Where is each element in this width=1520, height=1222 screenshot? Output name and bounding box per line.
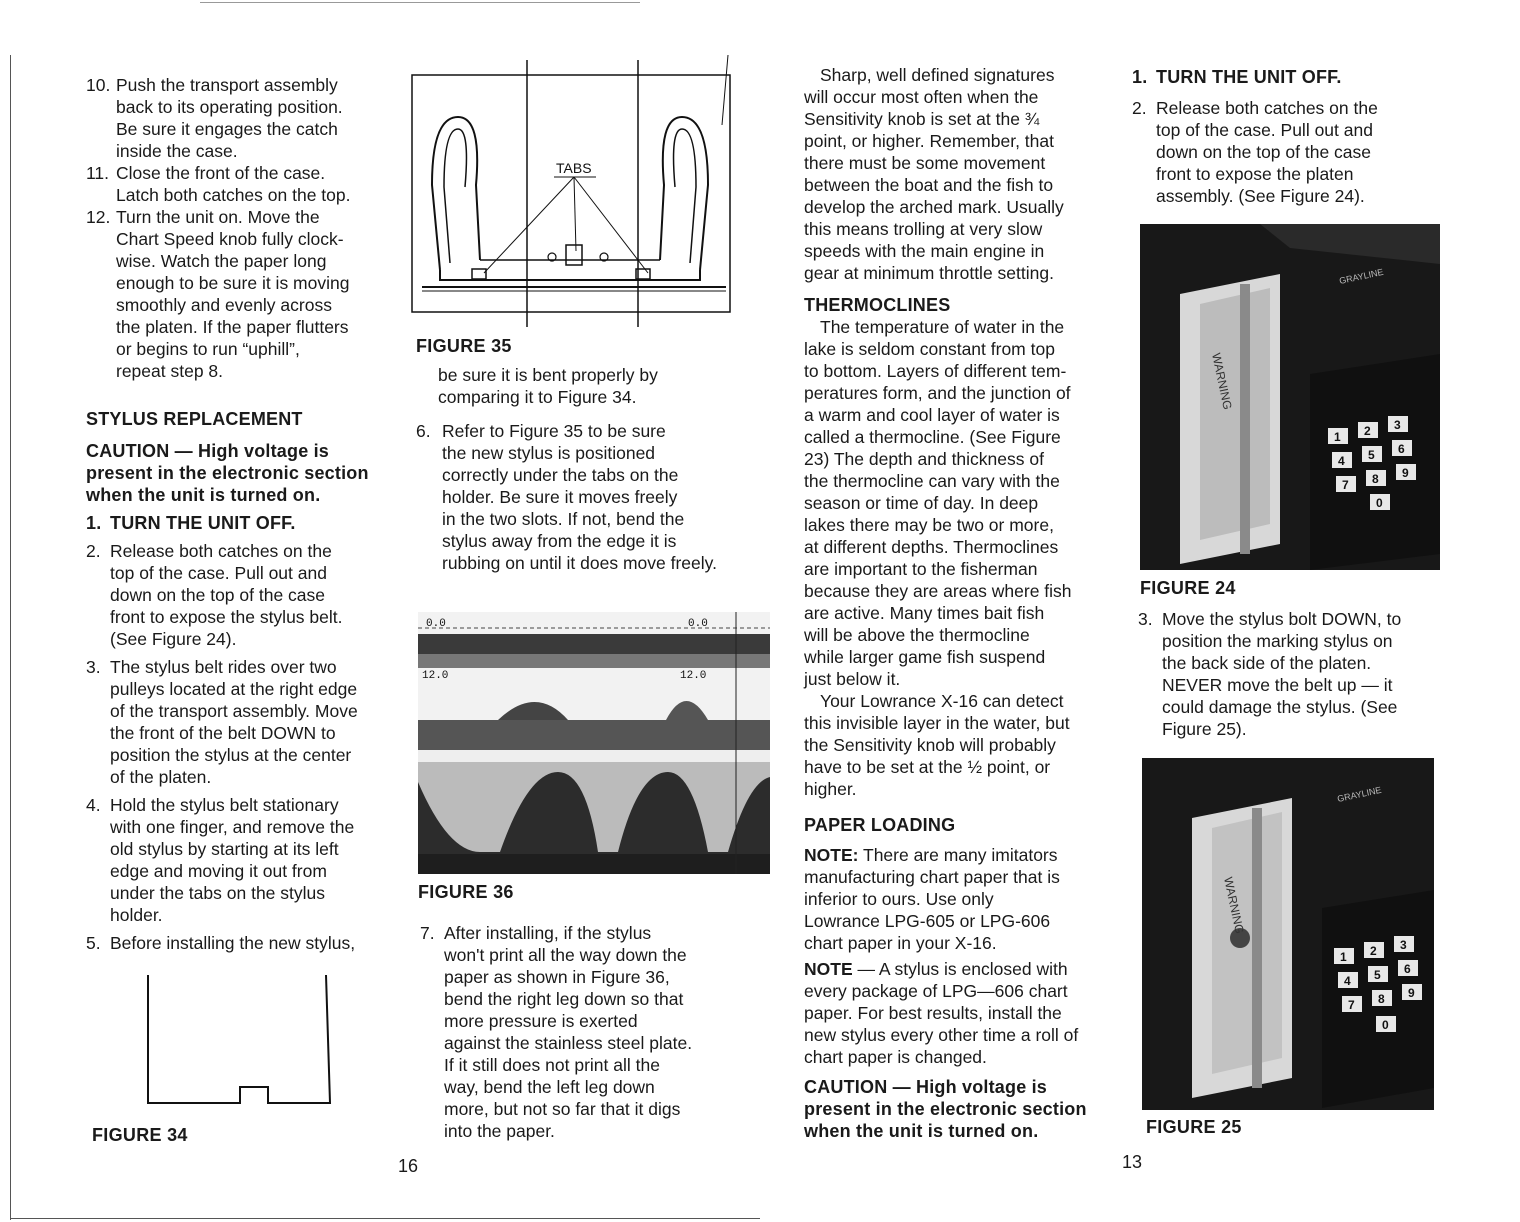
step-line: NEVER move the belt up — it xyxy=(1162,675,1393,695)
step-line: enough to be sure it is moving xyxy=(116,273,350,293)
step-number: 4. xyxy=(86,795,101,815)
figure-24-caption: FIGURE 24 xyxy=(1140,578,1236,598)
key-9-label: 9 xyxy=(1408,986,1415,1000)
caution-line: present in the electronic section xyxy=(804,1099,1087,1119)
step-line: bend the right leg down so that xyxy=(444,989,684,1009)
note-2 xyxy=(804,958,1124,1068)
page-number-16: 16 xyxy=(398,1156,419,1176)
text-line: this means trolling at very slow xyxy=(804,219,1043,239)
step-line: pulleys located at the right edge xyxy=(110,679,358,699)
step-line: the new stylus is positioned xyxy=(442,443,656,463)
bottom-echo xyxy=(418,720,770,750)
step-line: holder. xyxy=(110,905,163,925)
step-line: the back side of the platen. xyxy=(1162,653,1372,673)
step-3 xyxy=(86,656,406,788)
note-2-first-line xyxy=(804,958,1124,980)
text-line: inferior to ours. Use only xyxy=(804,889,994,909)
text-line: are active. Many times bait fish xyxy=(804,603,1045,623)
key-2-label: 2 xyxy=(1370,944,1377,958)
step-line: down on the top of the case xyxy=(1156,142,1372,162)
brand-label: GRAYLINE xyxy=(1336,784,1383,804)
tab-left xyxy=(472,269,486,279)
step-line: against the stainless steel plate. xyxy=(444,1033,693,1053)
figure-25-graphic xyxy=(1142,758,1434,1110)
step-line: the platen. If the paper flutters xyxy=(116,317,349,337)
text-line: because they are areas where fish xyxy=(804,581,1072,601)
step-line: with one finger, and remove the xyxy=(110,817,355,837)
step-line: edge and moving it out from xyxy=(110,861,327,881)
holder-left-arm-inner xyxy=(444,129,466,263)
step-line: inside the case. xyxy=(116,141,238,161)
step-line: (See Figure 24). xyxy=(110,629,237,649)
step-line: front to expose the platen xyxy=(1156,164,1354,184)
note-2-text: — A stylus is enclosed with xyxy=(852,959,1068,979)
text-line: gear at minimum throttle setting. xyxy=(804,263,1054,283)
text-line: paper. For best results, install the xyxy=(804,1003,1062,1023)
text-line: Your Lowrance X-16 can detect xyxy=(820,691,1064,711)
step-number: 7. xyxy=(420,923,435,943)
text-line: peratures form, and the junction of xyxy=(804,383,1071,403)
surface-band-texture xyxy=(418,654,770,668)
figure-24-photo xyxy=(1140,224,1440,570)
text-line: the Sensitivity knob will probably xyxy=(804,735,1056,755)
fish-arch xyxy=(666,701,708,720)
bottom-echo xyxy=(418,750,770,762)
step-line: of the platen. xyxy=(110,767,212,787)
step-7 xyxy=(420,922,760,1142)
step-line: Release both catches on the xyxy=(1156,98,1378,118)
step-number: 3. xyxy=(86,657,101,677)
key-6-label: 6 xyxy=(1404,962,1411,976)
step-number: 6. xyxy=(416,421,431,441)
text-line: 23) The depth and thickness of xyxy=(804,449,1044,469)
fish-arch xyxy=(498,702,568,720)
step-1 xyxy=(86,512,406,534)
step-number: 1. xyxy=(1132,67,1148,87)
text-line: a warm and cool layer of water is xyxy=(804,405,1060,425)
note-1 xyxy=(804,844,1124,954)
step-line: After installing, if the stylus xyxy=(444,923,652,943)
caution-line: present in the electronic section xyxy=(86,463,369,483)
thermoclines-paragraph-2 xyxy=(804,690,1124,800)
bottom-page-edge xyxy=(10,1218,760,1219)
note-1-label: NOTE: xyxy=(804,845,859,865)
tabs-pointer xyxy=(484,177,574,273)
text-line: are important to the fisherman xyxy=(804,559,1038,579)
text-line: lakes there may be two or more, xyxy=(804,515,1054,535)
step-line: position the stylus at the center xyxy=(110,745,352,765)
figure-24-graphic xyxy=(1140,224,1440,570)
step-4 xyxy=(86,794,406,926)
key-7-label: 7 xyxy=(1342,478,1349,492)
text-line: to bottom. Layers of different tem- xyxy=(804,361,1067,381)
step-line: holder. Be sure it moves freely xyxy=(442,487,678,507)
stylus-outline xyxy=(148,975,330,1103)
intro-paragraph xyxy=(804,64,1124,284)
step-3-right-item xyxy=(1138,608,1458,740)
depth-label-12-left: 12.0 xyxy=(422,670,449,682)
note-1-first-line xyxy=(804,844,1124,866)
figure-35-drawing xyxy=(410,55,740,335)
step-line: top of the case. Pull out and xyxy=(110,563,327,583)
text-line: speeds with the main engine in xyxy=(804,241,1045,261)
steps-stylus xyxy=(86,512,406,954)
key-8-label: 8 xyxy=(1378,992,1385,1006)
step-line: wise. Watch the paper long xyxy=(116,251,327,271)
thermoclines-paragraph-1 xyxy=(804,316,1124,690)
text-line: this invisible layer in the water, but xyxy=(804,713,1070,733)
text-line: will be above the thermocline xyxy=(804,625,1030,645)
figure-25-photo xyxy=(1142,758,1434,1110)
text-line: the thermocline can vary with the xyxy=(804,471,1060,491)
key-5-label: 5 xyxy=(1368,448,1375,462)
left-page-edge xyxy=(10,55,11,1220)
text-line: chart paper is changed. xyxy=(804,1047,987,1067)
steps-top xyxy=(86,74,406,382)
step-line: of the transport assembly. Move xyxy=(110,701,358,721)
text-line: Sharp, well defined signatures xyxy=(820,65,1055,85)
step-2 xyxy=(86,540,406,650)
text-line: higher. xyxy=(804,779,857,799)
depth-label-0-left: 0.0 xyxy=(426,618,446,630)
text-line: at different depths. Thermoclines xyxy=(804,537,1059,557)
step-line: won't print all the way down the xyxy=(444,945,687,965)
section-heading: STYLUS REPLACEMENT xyxy=(86,409,303,429)
text-line: Lowrance LPG-605 or LPG-606 xyxy=(804,911,1051,931)
note-2-label: NOTE xyxy=(804,959,853,979)
key-1-label: 1 xyxy=(1340,950,1347,964)
platen-shadow xyxy=(1200,288,1270,540)
figure-35-caption: FIGURE 35 xyxy=(416,336,512,356)
key-1-label: 1 xyxy=(1334,430,1341,444)
text-line: develop the arched mark. Usually xyxy=(804,197,1064,217)
step-line: more pressure is exerted xyxy=(444,1011,638,1031)
step-3-right xyxy=(1138,608,1458,740)
step-line: correctly under the tabs on the xyxy=(442,465,679,485)
caution-line: CAUTION — High voltage is xyxy=(804,1077,1048,1097)
step-6 xyxy=(416,420,756,574)
warning-label: WARNING xyxy=(1221,875,1247,935)
text-line: comparing it to Figure 34. xyxy=(438,387,637,407)
step-line: old stylus by starting at its left xyxy=(110,839,339,859)
step-line: paper as shown in Figure 36, xyxy=(444,967,670,987)
text-line: just below it. xyxy=(804,669,901,689)
text-line: have to be set at the ½ point, or xyxy=(804,757,1051,777)
stylus-center xyxy=(566,245,582,265)
step-line: Figure 25). xyxy=(1162,719,1247,739)
step-line: TURN THE UNIT OFF. xyxy=(1156,67,1342,87)
caution-block-right xyxy=(804,1076,1124,1142)
step-line: Hold the stylus belt stationary xyxy=(110,795,339,815)
figure-34-drawing xyxy=(130,970,350,1110)
step-line: Be sure it engages the catch xyxy=(116,119,338,139)
step-12 xyxy=(86,206,406,382)
bottom-status-band xyxy=(418,854,770,874)
text-line: every package of LPG—606 chart xyxy=(804,981,1068,1001)
text-line: manufacturing chart paper that is xyxy=(804,867,1060,887)
step-5 xyxy=(86,932,406,954)
holder-left-arm xyxy=(432,117,480,270)
text-line: while larger game fish suspend xyxy=(804,647,1046,667)
step-line: assembly. (See Figure 24). xyxy=(1156,186,1365,206)
left-col1 xyxy=(86,74,406,954)
right-col1 xyxy=(804,64,1124,1142)
text-line: be sure it is bent properly by xyxy=(438,365,658,385)
caution-block xyxy=(86,440,406,506)
step-line: top of the case. Pull out and xyxy=(1156,120,1373,140)
step-7-item xyxy=(420,922,760,1142)
step-line: way, bend the left leg down xyxy=(444,1077,655,1097)
stylus-belt xyxy=(1252,808,1262,1088)
step-line: under the tabs on the stylus xyxy=(110,883,325,903)
step-line: If it still does not print all the xyxy=(444,1055,660,1075)
step-line: repeat step 8. xyxy=(116,361,224,381)
key-4-label: 4 xyxy=(1344,974,1351,988)
step-line: position the marking stylus on xyxy=(1162,631,1393,651)
key-8-label: 8 xyxy=(1372,472,1379,486)
step-number: 3. xyxy=(1138,609,1153,629)
step-line: more, but not so far that it digs xyxy=(444,1099,681,1119)
step-number: 2. xyxy=(1132,98,1147,118)
step-line: rubbing on until it does move freely. xyxy=(442,553,717,573)
text-line: there must be some movement xyxy=(804,153,1046,173)
step-11 xyxy=(86,162,406,206)
key-3-label: 3 xyxy=(1400,938,1407,952)
top-page-edge xyxy=(200,2,640,3)
step-line: Turn the unit on. Move the xyxy=(116,207,320,227)
step-line: smoothly and evenly across xyxy=(116,295,332,315)
text-line: between the boat and the fish to xyxy=(804,175,1054,195)
figure-35-frame xyxy=(412,75,730,312)
key-2-label: 2 xyxy=(1364,424,1371,438)
caution-line: when the unit is turned on. xyxy=(804,1121,1039,1141)
stylus-belt xyxy=(1240,284,1250,554)
right-col2-top xyxy=(1132,66,1452,207)
step-line: Push the transport assembly xyxy=(116,75,338,95)
tabs-pointer xyxy=(574,177,648,273)
warning-label: WARNING xyxy=(1209,351,1235,411)
step-1-right xyxy=(1132,66,1452,88)
figure-36-image xyxy=(418,612,770,874)
paper-loading-heading: PAPER LOADING xyxy=(804,815,956,835)
text-line: new stylus every other time a roll of xyxy=(804,1025,1079,1045)
brand-label: GRAYLINE xyxy=(1338,266,1385,286)
caution-line: when the unit is turned on. xyxy=(86,485,321,505)
left-col2-text xyxy=(416,364,756,574)
key-0-label: 0 xyxy=(1376,496,1383,510)
step-line: could damage the stylus. (See xyxy=(1162,697,1398,717)
key-5-label: 5 xyxy=(1374,968,1381,982)
key-3-label: 3 xyxy=(1394,418,1401,432)
text-line: point, or higher. Remember, that xyxy=(804,131,1054,151)
step-line: back to its operating position. xyxy=(116,97,343,117)
text-line: chart paper in your X-16. xyxy=(804,933,997,953)
text-line: The temperature of water in the xyxy=(820,317,1065,337)
continued-text xyxy=(416,364,756,408)
key-6-label: 6 xyxy=(1398,442,1405,456)
step-line: TURN THE UNIT OFF. xyxy=(110,513,296,533)
step-line: Move the stylus bolt DOWN, to xyxy=(1162,609,1402,629)
step-line: into the paper. xyxy=(444,1121,555,1141)
step-line: Chart Speed knob fully clock- xyxy=(116,229,344,249)
key-0-label: 0 xyxy=(1382,1018,1389,1032)
figure-36-caption: FIGURE 36 xyxy=(418,882,514,902)
figure-25-caption: FIGURE 25 xyxy=(1146,1117,1242,1137)
step-number: 11. xyxy=(86,163,110,183)
step-line: The stylus belt rides over two xyxy=(110,657,337,677)
tabs-label: TABS xyxy=(556,160,592,176)
belt-line xyxy=(722,55,728,125)
step-number: 10. xyxy=(86,75,111,95)
holder-right-arm xyxy=(660,117,708,270)
depth-label-12-right: 12.0 xyxy=(680,670,707,682)
text-line: Sensitivity knob is set at the ¾ xyxy=(804,109,1040,129)
step-10 xyxy=(86,74,406,162)
step-2-right xyxy=(1132,97,1452,207)
step-number: 2. xyxy=(86,541,101,561)
step-number: 1. xyxy=(86,513,102,533)
step-number: 5. xyxy=(86,933,101,953)
key-4-label: 4 xyxy=(1338,454,1345,468)
step-line: Refer to Figure 35 to be sure xyxy=(442,421,666,441)
step-line: stylus away from the edge it is xyxy=(442,531,677,551)
page-number-13: 13 xyxy=(1122,1152,1143,1172)
key-9-label: 9 xyxy=(1402,466,1409,480)
text-line: season or time of day. In deep xyxy=(804,493,1039,513)
figure-36-graphic xyxy=(418,612,770,874)
caution-line: CAUTION — High voltage is xyxy=(86,441,330,461)
step-line: Before installing the new stylus, xyxy=(110,933,356,953)
step-line: the front of the belt DOWN to xyxy=(110,723,336,743)
step-line: down on the top of the case xyxy=(110,585,326,605)
key-7-label: 7 xyxy=(1348,998,1355,1012)
text-line: called a thermocline. (See Figure xyxy=(804,427,1061,447)
tabs-pointer xyxy=(574,177,576,251)
step-line: Close the front of the case. xyxy=(116,163,326,183)
step-line: or begins to run “uphill”, xyxy=(116,339,300,359)
step-line: front to expose the stylus belt. xyxy=(110,607,343,627)
step-number: 12. xyxy=(86,207,111,227)
text-line: will occur most often when the xyxy=(804,87,1039,107)
step-line: Latch both catches on the top. xyxy=(116,185,351,205)
holder-right-arm-inner xyxy=(674,129,696,263)
step-line: in the two slots. If not, bend the xyxy=(442,509,685,529)
note-1-text: There are many imitators xyxy=(858,845,1058,865)
thermoclines-heading: THERMOCLINES xyxy=(804,295,951,315)
depth-label-0-right: 0.0 xyxy=(688,618,708,630)
text-line: lake is seldom constant from top xyxy=(804,339,1055,359)
step-line: Release both catches on the xyxy=(110,541,332,561)
figure-34-caption: FIGURE 34 xyxy=(92,1125,188,1145)
